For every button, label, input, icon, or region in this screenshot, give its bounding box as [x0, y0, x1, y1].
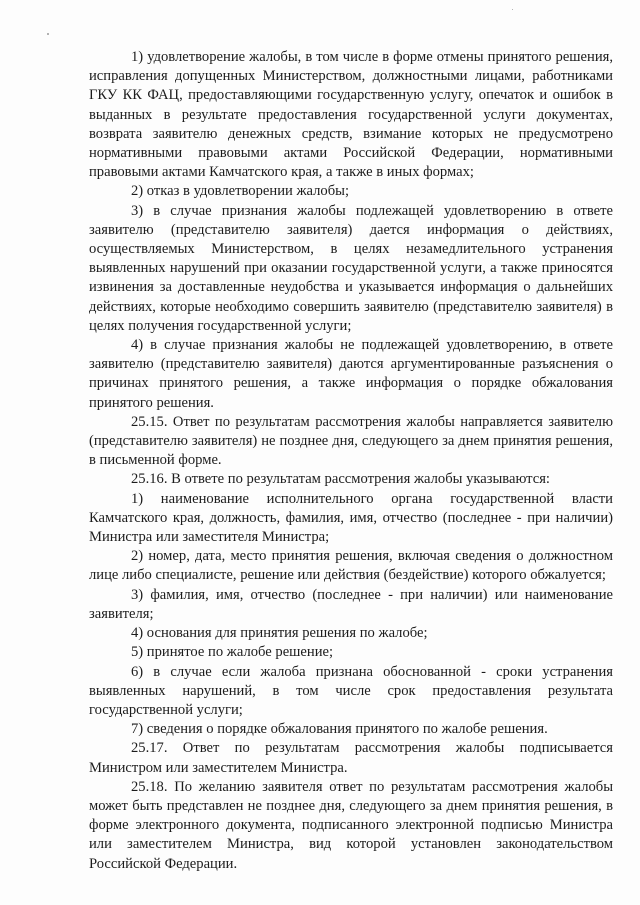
paragraph-item-3: 3) в случае признания жалобы подлежащей удовлетворению в ответе заявителю (представителю заявителя) дается информация о действиях, осуществляемых Министерством, в целях незамедлительного устранения выявленных нарушений при оказании государственной услуги, а также приносятся извинения за доставленные неудобства и указывается информация о дальнейших действиях, которые необходимо совершить заявителю (представителю заявителя) в целях получения государственной услуги;: [89, 202, 613, 334]
paragraph-item-1: 1) удовлетворение жалобы, в том числе в форме отмены принятого решения, исправления допущенных Министерством, должностными лицами, работниками ГКУ КК ФАЦ, предоставляющими государственную услугу, опечаток и ошибок в выданных в результате предоставления государственной услуги документах, возврата заявителю денежных средств, взимание которых не предусмотрено нормативными правовыми актами Российской Федерации, нормативными правовыми актами Камчатского края, а также в иных формах;: [89, 49, 613, 181]
paragraph-25-18: 25.18. По желанию заявителя ответ по результатам рассмотрения жалобы может быть представлен не позднее дня, следующего за днем принятия решения, в форме электронного документа, подписанного электронной подписью Министра или заместителем Министра, вид которой установлен законодательством Российской Федерации.: [89, 778, 613, 872]
paragraph-25-16-item-6: 6) в случае если жалоба признана обоснованной - сроки устранения выявленных нарушений, в том числе срок предоставления результата государственной услуги;: [89, 663, 613, 718]
paragraph-25-16-item-5: 5) принятое по жалобе решение;: [131, 644, 334, 661]
paragraph-item-4: 4) в случае признания жалобы не подлежащей удовлетворению, в ответе заявителю (представителю заявителя) даются аргументированные разъяснения о причинах принятого решения, а также информация о порядке обжалования принятого решения.: [89, 337, 613, 411]
paragraph-25-17: 25.17. Ответ по результатам рассмотрения жалобы подписывается Министром или заместителем Министра.: [89, 740, 613, 776]
scan-speck: [47, 33, 49, 35]
paragraph-item-2: 2) отказ в удовлетворении жалобы;: [131, 183, 350, 200]
paragraph-25-16-item-3: 3) фамилия, имя, отчество (последнее - при наличии) или наименование заявителя;: [89, 586, 613, 622]
paragraph-25-16-item-7: 7) сведения о порядке обжалования принятого по жалобе решения.: [131, 721, 548, 738]
paragraph-25-16-item-1: 1) наименование исполнительного органа государственной власти Камчатского края, должность, фамилия, имя, отчество (последнее - при наличии) Министра или заместителя Министра;: [89, 490, 613, 546]
paragraph-25-15: 25.15. Ответ по результатам рассмотрения жалобы направляется заявителю (представителю заявителя) не позднее дня, следующего за днем принятия решения, в письменной форме.: [89, 413, 613, 469]
document-body: [89, 48, 613, 874]
paragraph-25-16-item-4: 4) основания для принятия решения по жалобе;: [131, 625, 428, 642]
paragraph-25-16: 25.16. В ответе по результатам рассмотрения жалобы указываются:: [131, 471, 550, 488]
scan-speck: [512, 9, 513, 10]
paragraph-25-16-item-2: 2) номер, дата, место принятия решения, включая сведения о должностном лице либо специалисте, решение или действия (бездействие) которого обжалуется;: [89, 548, 613, 584]
